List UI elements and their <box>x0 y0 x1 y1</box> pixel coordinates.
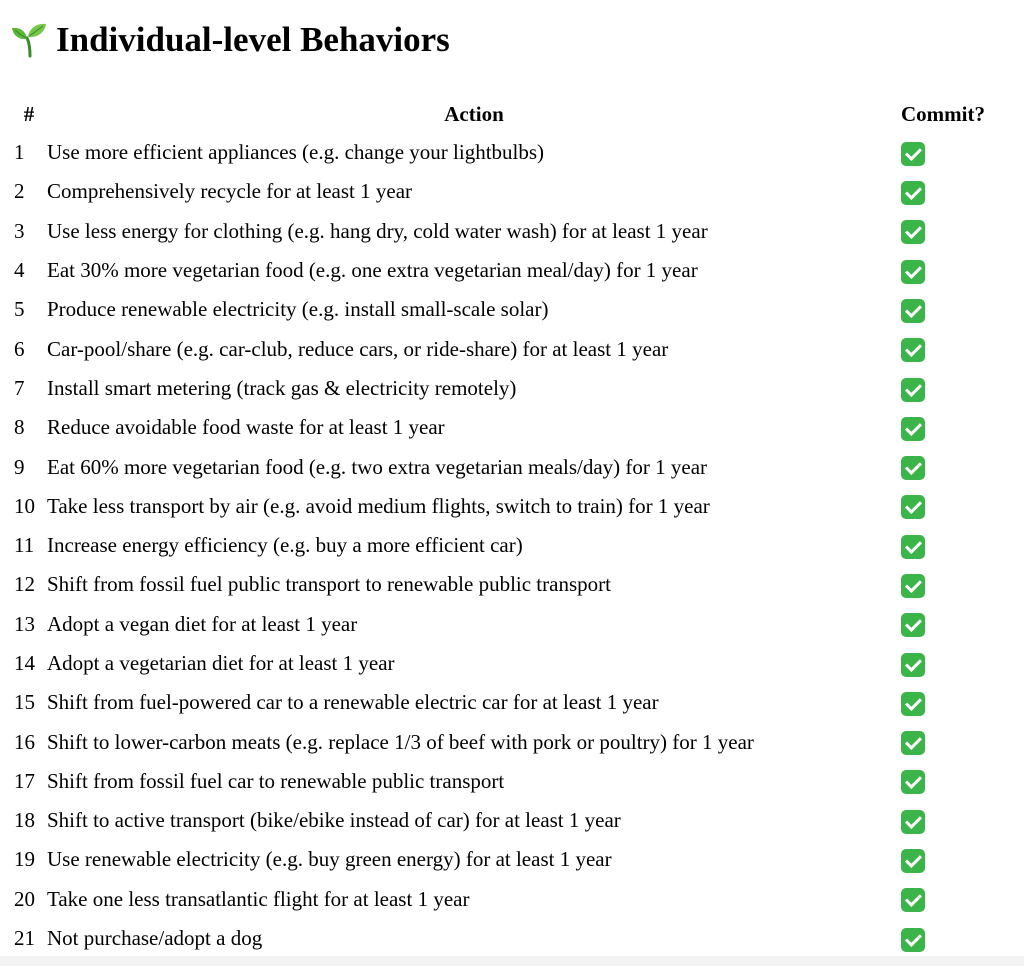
row-action: Increase energy efficiency (e.g. buy a more efficient car) <box>47 533 523 558</box>
check-mark-icon[interactable] <box>901 378 925 402</box>
row-action: Comprehensively recycle for at least 1 year <box>47 179 413 204</box>
table-row <box>11 447 1011 486</box>
row-action: Shift from fossil fuel public transport to renewable public transport <box>47 572 611 597</box>
table-row <box>11 605 1011 644</box>
table-row <box>11 644 1011 683</box>
row-commit <box>901 447 1011 486</box>
row-number: 3 <box>14 218 25 243</box>
table-row <box>11 172 1011 211</box>
check-mark-icon[interactable] <box>901 220 925 244</box>
row-commit <box>901 212 1011 251</box>
row-action: Shift to active transport (bike/ebike instead of car) for at least 1 year <box>47 808 621 833</box>
column-header-action: Action <box>444 101 504 126</box>
check-mark-icon[interactable] <box>901 849 925 873</box>
row-number: 16 <box>14 729 35 754</box>
check-mark-icon[interactable] <box>901 653 925 677</box>
row-number: 7 <box>14 375 25 400</box>
row-action: Shift to lower-carbon meats (e.g. replace 1/3 of beef with pork or poultry) for 1 year <box>47 729 754 754</box>
check-mark-icon[interactable] <box>901 456 925 480</box>
check-mark-icon[interactable] <box>901 142 925 166</box>
row-number: 2 <box>14 179 25 204</box>
row-commit <box>901 801 1011 840</box>
row-number: 6 <box>14 336 25 361</box>
row-commit <box>901 251 1011 290</box>
row-action: Use less energy for clothing (e.g. hang dry, cold water wash) for at least 1 year <box>47 218 708 243</box>
check-mark-icon[interactable] <box>901 495 925 519</box>
table-row <box>11 133 1011 172</box>
row-number: 12 <box>14 572 35 597</box>
row-commit <box>901 172 1011 211</box>
row-commit <box>901 133 1011 172</box>
row-commit <box>901 644 1011 683</box>
row-action: Not purchase/adopt a dog <box>47 926 263 951</box>
seedling-icon <box>10 22 48 58</box>
page-title: Individual-level Behaviors <box>56 20 450 59</box>
row-number: 15 <box>14 690 35 715</box>
check-mark-icon[interactable] <box>901 810 925 834</box>
row-number: 17 <box>14 768 35 793</box>
table-row <box>11 329 1011 368</box>
row-commit <box>901 762 1011 801</box>
row-action: Car-pool/share (e.g. car-club, reduce cars, or ride-share) for at least 1 year <box>47 336 669 361</box>
row-number: 11 <box>14 533 35 558</box>
check-mark-icon[interactable] <box>901 731 925 755</box>
column-header-commit: Commit? <box>901 101 985 126</box>
row-commit <box>901 487 1011 526</box>
check-mark-icon[interactable] <box>901 574 925 598</box>
table-row <box>11 251 1011 290</box>
table-row <box>11 762 1011 801</box>
row-action: Eat 60% more vegetarian food (e.g. two extra vegetarian meals/day) for 1 year <box>47 454 708 479</box>
row-action: Adopt a vegetarian diet for at least 1 year <box>47 651 395 675</box>
check-mark-icon[interactable] <box>901 888 925 912</box>
row-action: Shift from fuel-powered car to a renewable electric car for at least 1 year <box>47 690 659 715</box>
check-mark-icon[interactable] <box>901 613 925 637</box>
table-row <box>11 290 1011 329</box>
horizontal-scrollbar[interactable] <box>0 956 1024 966</box>
table-row <box>11 408 1011 447</box>
check-mark-icon[interactable] <box>901 928 925 952</box>
table-row <box>11 526 1011 565</box>
table-row <box>11 801 1011 840</box>
table-row <box>11 880 1011 919</box>
check-mark-icon[interactable] <box>901 535 925 559</box>
row-commit <box>901 565 1011 604</box>
row-number: 14 <box>14 651 35 675</box>
table-body <box>11 133 1011 958</box>
row-commit <box>901 919 1011 958</box>
table-row <box>11 212 1011 251</box>
table-row <box>11 487 1011 526</box>
row-action: Adopt a vegan diet for at least 1 year <box>47 611 358 636</box>
row-commit <box>901 290 1011 329</box>
row-action: Eat 30% more vegetarian food (e.g. one extra vegetarian meal/day) for 1 year <box>47 258 698 283</box>
row-action: Take one less transatlantic flight for at least 1 year <box>47 886 470 911</box>
row-action: Install smart metering (track gas & electricity remotely) <box>47 375 517 400</box>
row-number: 10 <box>14 493 35 518</box>
row-commit <box>901 526 1011 565</box>
row-action: Use renewable electricity (e.g. buy green energy) for at least 1 year <box>47 847 612 872</box>
row-action: Reduce avoidable food waste for at least 1 year <box>47 415 445 440</box>
check-mark-icon[interactable] <box>901 692 925 716</box>
row-number: 21 <box>14 926 35 951</box>
row-commit <box>901 369 1011 408</box>
check-mark-icon[interactable] <box>901 299 925 323</box>
table-header-row <box>11 95 1011 133</box>
row-commit <box>901 605 1011 644</box>
column-header-number: # <box>23 101 35 126</box>
table-row <box>11 919 1011 958</box>
row-number: 9 <box>14 454 25 479</box>
row-number: 13 <box>14 611 35 636</box>
row-commit <box>901 329 1011 368</box>
check-mark-icon[interactable] <box>901 338 925 362</box>
check-mark-icon[interactable] <box>901 770 925 794</box>
row-number: 20 <box>14 886 35 911</box>
row-number: 18 <box>14 808 35 833</box>
row-number: 19 <box>14 847 35 872</box>
row-action: Shift from fossil fuel car to renewable public transport <box>47 768 505 793</box>
behaviors-table <box>11 95 1011 958</box>
table-row <box>11 565 1011 604</box>
check-mark-icon[interactable] <box>901 260 925 284</box>
check-mark-icon[interactable] <box>901 181 925 205</box>
check-mark-icon[interactable] <box>901 417 925 441</box>
table-row <box>11 369 1011 408</box>
row-number: 8 <box>14 415 25 440</box>
row-action: Take less transport by air (e.g. avoid medium flights, switch to train) for 1 year <box>47 493 710 518</box>
row-commit <box>901 408 1011 447</box>
table-row <box>11 683 1011 722</box>
row-number: 5 <box>14 297 25 322</box>
row-commit <box>901 840 1011 879</box>
row-action: Use more efficient appliances (e.g. change your lightbulbs) <box>47 140 545 165</box>
table-row <box>11 722 1011 761</box>
page-header <box>10 18 450 62</box>
row-action: Produce renewable electricity (e.g. install small-scale solar) <box>47 297 549 322</box>
row-commit <box>901 683 1011 722</box>
table-row <box>11 840 1011 879</box>
row-number: 4 <box>14 258 25 283</box>
row-commit <box>901 722 1011 761</box>
row-number: 1 <box>14 140 25 165</box>
row-commit <box>901 880 1011 919</box>
